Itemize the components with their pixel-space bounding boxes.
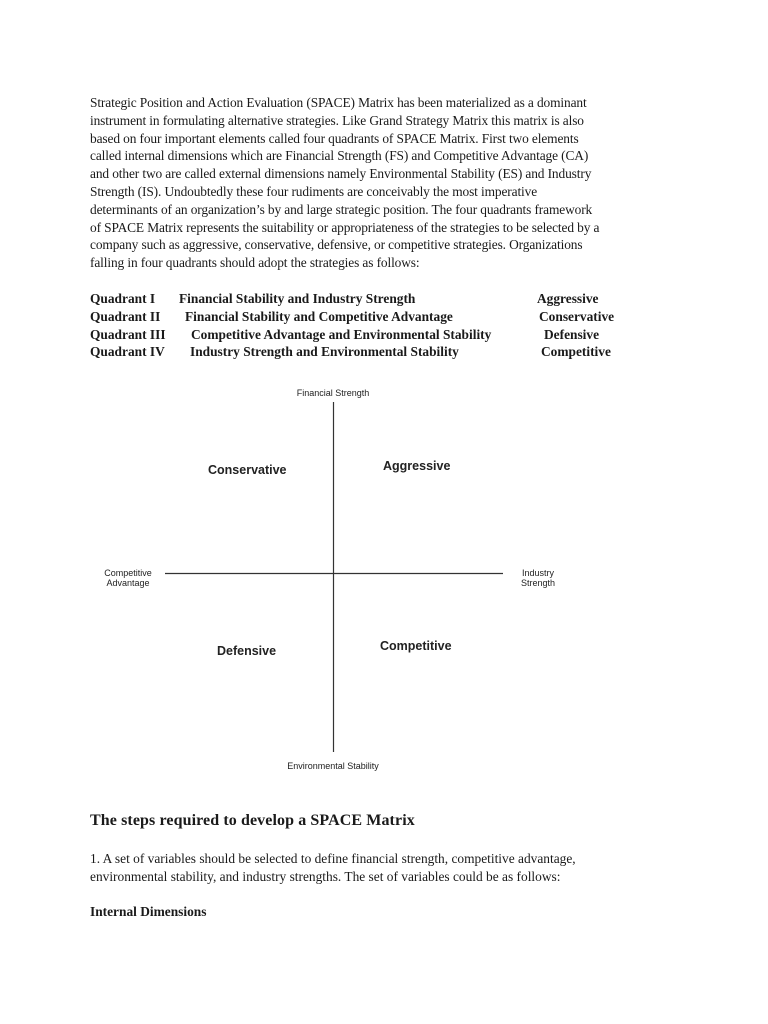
intro-line: instrument in formulating alternative strategies. Like Grand Strategy Matrix this matrix is also [90, 112, 584, 128]
intro-line: company such as aggressive, conservative, defensive, or competitive strategies. Organizations [90, 237, 583, 253]
quadrant-factors: Financial Stability and Competitive Advantage [185, 308, 453, 324]
step-1-line: environmental stability, and industry strengths. The set of variables could be as follows: [90, 868, 561, 884]
top-axis-label: Financial Strength [296, 388, 370, 398]
step-1-line: 1. A set of variables should be selected to define financial strength, competitive advantage, [90, 851, 576, 866]
quadrant-name: Quadrant IV [90, 344, 165, 360]
quadrant-factors: Industry Strength and Environmental Stability [190, 344, 459, 360]
quadrant-label-conservative: Conservative [208, 463, 287, 477]
intro-line: Strength (IS). Undoubtedly these four rudiments are conceivably the most imperative [90, 183, 538, 199]
right-axis-label-line: Industry [521, 568, 554, 578]
steps-heading: The steps required to develop a SPACE Matrix [90, 812, 415, 829]
internal-dimensions-heading: Internal Dimensions [90, 904, 207, 919]
step-1-paragraph [90, 850, 650, 886]
left-axis-label [90, 568, 166, 588]
quadrant-row [90, 343, 690, 361]
intro-line: of SPACE Matrix represents the suitability or appropriateness of the strategies to be selected by a [90, 219, 600, 235]
quadrant-name: Quadrant II [90, 308, 161, 324]
intro-line: Strategic Position and Action Evaluation (SPACE) Matrix has been materialized as a dominant [90, 95, 587, 110]
quadrant-row [90, 290, 690, 308]
quadrant-factors: Competitive Advantage and Environmental Stability [191, 326, 492, 342]
quadrant-label-competitive: Competitive [380, 639, 452, 653]
quadrant-list [90, 290, 690, 361]
quadrant-strategy: Conservative [539, 308, 615, 324]
left-axis-label-line: Competitive [104, 568, 152, 578]
quadrant-name: Quadrant III [90, 326, 166, 342]
intro-line: falling in four quadrants should adopt the strategies as follows: [90, 255, 420, 271]
intro-line: and other two are called external dimensions namely Environmental Stability (ES) and Industry [90, 166, 592, 182]
space-matrix-diagram [90, 380, 590, 780]
quadrant-row [90, 308, 690, 326]
right-axis-label [510, 568, 566, 588]
intro-line: based on four important elements called four quadrants of SPACE Matrix. First two elements [90, 130, 579, 146]
intro-line: called internal dimensions which are Financial Strength (FS) and Competitive Advantage (CA) [90, 148, 589, 164]
quadrant-strategy: Defensive [544, 326, 600, 342]
intro-paragraph [90, 94, 682, 272]
quadrant-factors: Financial Stability and Industry Strength [179, 291, 416, 306]
right-axis-label-line: Strength [520, 578, 556, 588]
left-axis-label-line: Advantage [106, 578, 150, 588]
intro-line: determinants of an organization’s by and large strategic position. The four quadrants framework [90, 201, 593, 217]
quadrant-label-aggressive: Aggressive [383, 459, 451, 473]
bottom-axis-label: Environmental Stability [287, 761, 379, 771]
quadrant-name: Quadrant I [90, 291, 156, 306]
quadrant-row [90, 326, 690, 344]
quadrant-label-defensive: Defensive [217, 644, 277, 658]
quadrant-strategy: Aggressive [537, 291, 599, 306]
quadrant-strategy: Competitive [541, 344, 611, 360]
